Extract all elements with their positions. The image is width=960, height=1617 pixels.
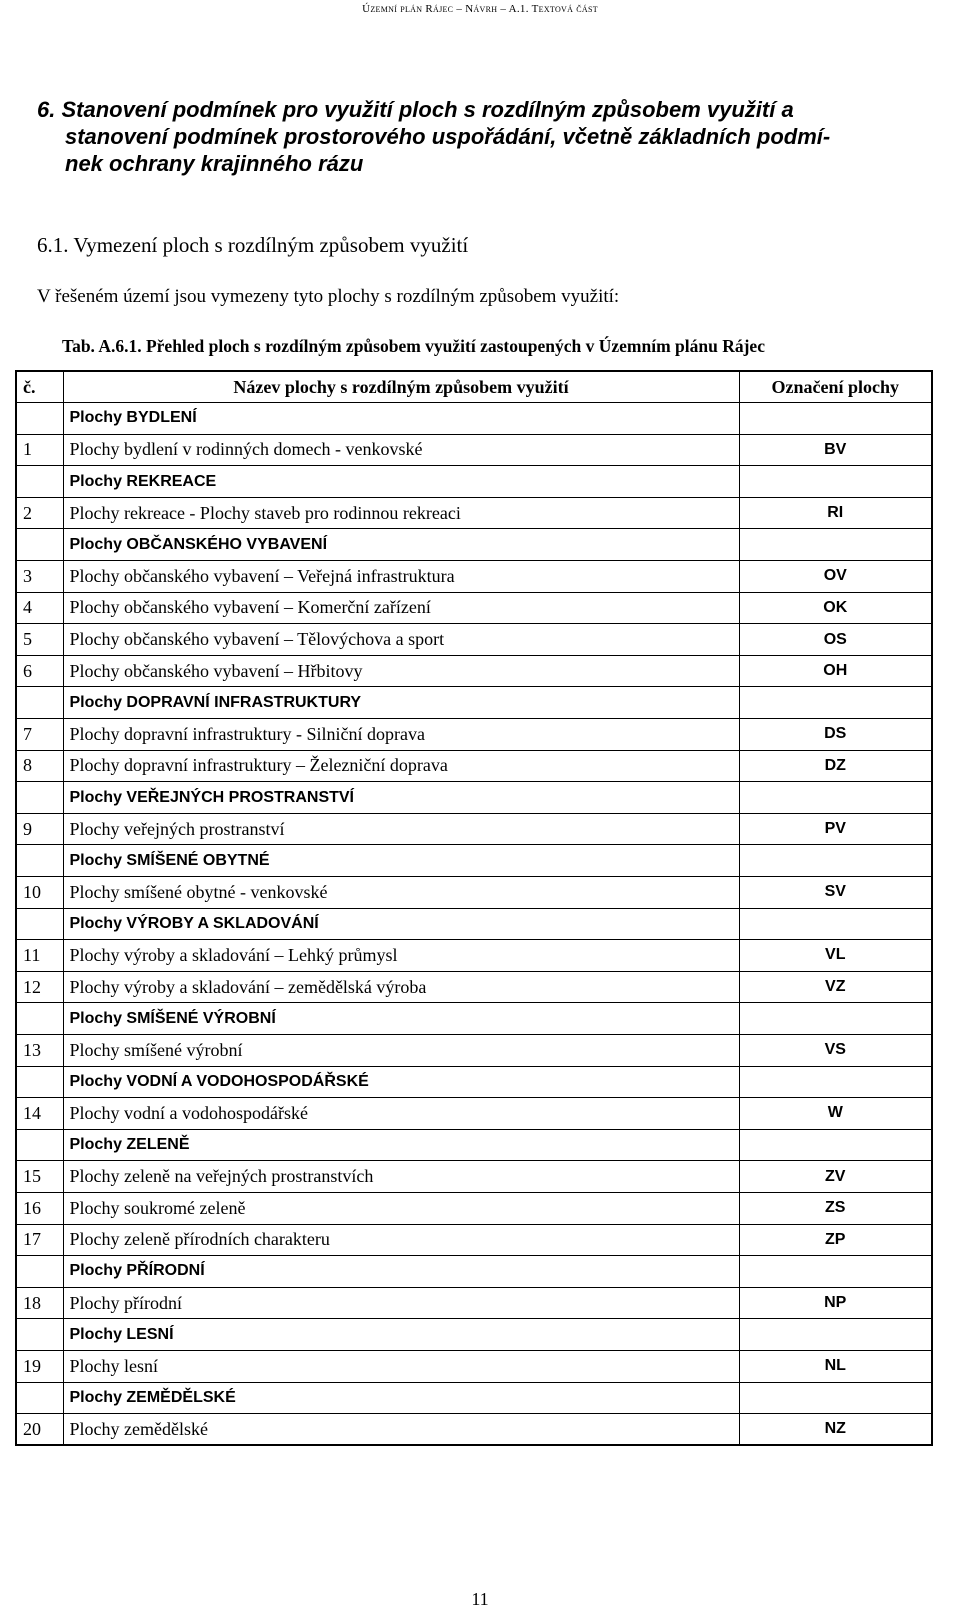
table-row bbox=[16, 655, 932, 687]
category-number-cell bbox=[16, 1003, 63, 1035]
area-code: ZV bbox=[739, 1161, 932, 1193]
area-code: ZS bbox=[739, 1192, 932, 1224]
area-code: VZ bbox=[739, 971, 932, 1003]
table-row bbox=[16, 877, 932, 909]
area-name: Plochy občanského vybavení – Veřejná infrastruktura bbox=[63, 561, 739, 593]
category-label: Plochy VODNÍ A VODOHOSPODÁŘSKÉ bbox=[63, 1066, 739, 1098]
category-number-cell bbox=[16, 529, 63, 561]
area-code: VS bbox=[739, 1034, 932, 1066]
column-header-code: Označení plochy bbox=[739, 371, 932, 403]
category-label: Plochy OBČANSKÉHO VYBAVENÍ bbox=[63, 529, 739, 561]
row-number: 1 bbox=[16, 434, 63, 466]
category-row bbox=[16, 403, 932, 435]
table-row bbox=[16, 592, 932, 624]
table-row bbox=[16, 1192, 932, 1224]
row-number: 2 bbox=[16, 497, 63, 529]
area-name: Plochy lesní bbox=[63, 1350, 739, 1382]
table-row bbox=[16, 813, 932, 845]
category-label: Plochy LESNÍ bbox=[63, 1319, 739, 1351]
area-code: OH bbox=[739, 655, 932, 687]
category-row bbox=[16, 908, 932, 940]
table-row bbox=[16, 1161, 932, 1193]
category-number-cell bbox=[16, 687, 63, 719]
row-number: 18 bbox=[16, 1287, 63, 1319]
table-row bbox=[16, 561, 932, 593]
category-number-cell bbox=[16, 1129, 63, 1161]
category-code-cell bbox=[739, 908, 932, 940]
area-name: Plochy zemědělské bbox=[63, 1414, 739, 1446]
area-name: Plochy občanského vybavení – Komerční zařízení bbox=[63, 592, 739, 624]
area-name: Plochy rekreace - Plochy staveb pro rodinnou rekreaci bbox=[63, 497, 739, 529]
area-code: NZ bbox=[739, 1414, 932, 1446]
category-label: Plochy BYDLENÍ bbox=[63, 403, 739, 435]
row-number: 5 bbox=[16, 624, 63, 656]
category-code-cell bbox=[739, 1256, 932, 1288]
category-number-cell bbox=[16, 1256, 63, 1288]
table-row bbox=[16, 1224, 932, 1256]
area-name: Plochy smíšené výrobní bbox=[63, 1034, 739, 1066]
category-row bbox=[16, 1256, 932, 1288]
column-header-number: č. bbox=[16, 371, 63, 403]
category-label: Plochy SMÍŠENÉ OBYTNÉ bbox=[63, 845, 739, 877]
category-code-cell bbox=[739, 403, 932, 435]
row-number: 4 bbox=[16, 592, 63, 624]
intro-paragraph: V řešeném území jsou vymezeny tyto plochy s rozdílným způsobem využití: bbox=[37, 286, 620, 307]
row-number: 7 bbox=[16, 719, 63, 751]
area-name: Plochy občanského vybavení – Hřbitovy bbox=[63, 655, 739, 687]
area-code: PV bbox=[739, 813, 932, 845]
row-number: 6 bbox=[16, 655, 63, 687]
row-number: 15 bbox=[16, 1161, 63, 1193]
table-row bbox=[16, 940, 932, 972]
area-name: Plochy přírodní bbox=[63, 1287, 739, 1319]
table-row bbox=[16, 750, 932, 782]
row-number: 9 bbox=[16, 813, 63, 845]
table-row bbox=[16, 1034, 932, 1066]
category-row bbox=[16, 1003, 932, 1035]
table-row bbox=[16, 1350, 932, 1382]
category-row bbox=[16, 782, 932, 814]
area-code: OS bbox=[739, 624, 932, 656]
row-number: 20 bbox=[16, 1414, 63, 1446]
area-code: W bbox=[739, 1098, 932, 1130]
section-heading-line: stanovení podmínek prostorového uspořádání, včetně základních podmí- bbox=[65, 124, 831, 149]
row-number: 19 bbox=[16, 1350, 63, 1382]
row-number: 11 bbox=[16, 940, 63, 972]
category-code-cell bbox=[739, 529, 932, 561]
category-number-cell bbox=[16, 1319, 63, 1351]
area-name: Plochy výroby a skladování – Lehký průmysl bbox=[63, 940, 739, 972]
column-header-name: Název plochy s rozdílným způsobem využití bbox=[63, 371, 739, 403]
category-row bbox=[16, 687, 932, 719]
category-label: Plochy VEŘEJNÝCH PROSTRANSTVÍ bbox=[63, 782, 739, 814]
category-code-cell bbox=[739, 466, 932, 498]
table-row bbox=[16, 624, 932, 656]
area-name: Plochy občanského vybavení – Tělovýchova a sport bbox=[63, 624, 739, 656]
table-caption: Tab. A.6.1. Přehled ploch s rozdílným způsobem využití zastoupených v Územním plánu Rájec bbox=[62, 336, 765, 356]
area-name: Plochy veřejných prostranství bbox=[63, 813, 739, 845]
area-name: Plochy zeleně přírodních charakteru bbox=[63, 1224, 739, 1256]
category-row bbox=[16, 466, 932, 498]
table-row bbox=[16, 497, 932, 529]
category-label: Plochy PŘÍRODNÍ bbox=[63, 1256, 739, 1288]
category-code-cell bbox=[739, 687, 932, 719]
category-label: Plochy ZEMĚDĚLSKÉ bbox=[63, 1382, 739, 1414]
row-number: 10 bbox=[16, 877, 63, 909]
row-number: 12 bbox=[16, 971, 63, 1003]
category-number-cell bbox=[16, 466, 63, 498]
category-code-cell bbox=[739, 782, 932, 814]
page-number: 11 bbox=[471, 1589, 489, 1609]
row-number: 3 bbox=[16, 561, 63, 593]
area-name: Plochy smíšené obytné - venkovské bbox=[63, 877, 739, 909]
category-code-cell bbox=[739, 845, 932, 877]
subsection-heading: 6.1. Vymezení ploch s rozdílným způsobem využití bbox=[37, 233, 469, 257]
category-code-cell bbox=[739, 1319, 932, 1351]
area-code: SV bbox=[739, 877, 932, 909]
table-row bbox=[16, 1098, 932, 1130]
category-number-cell bbox=[16, 1066, 63, 1098]
running-header: Územní plán Rájec – Návrh – A.1. Textová část bbox=[362, 3, 598, 15]
category-row bbox=[16, 1129, 932, 1161]
category-number-cell bbox=[16, 908, 63, 940]
table-body bbox=[16, 403, 932, 1446]
table-row bbox=[16, 719, 932, 751]
area-code: BV bbox=[739, 434, 932, 466]
table-row bbox=[16, 971, 932, 1003]
table-row bbox=[16, 1287, 932, 1319]
area-code: NL bbox=[739, 1350, 932, 1382]
area-code: OV bbox=[739, 561, 932, 593]
section-heading bbox=[37, 96, 917, 177]
category-row bbox=[16, 1066, 932, 1098]
category-number-cell bbox=[16, 1382, 63, 1414]
category-label: Plochy REKREACE bbox=[63, 466, 739, 498]
category-row bbox=[16, 1319, 932, 1351]
area-code: OK bbox=[739, 592, 932, 624]
area-name: Plochy soukromé zeleně bbox=[63, 1192, 739, 1224]
row-number: 8 bbox=[16, 750, 63, 782]
category-label: Plochy DOPRAVNÍ INFRASTRUKTURY bbox=[63, 687, 739, 719]
category-code-cell bbox=[739, 1003, 932, 1035]
category-row bbox=[16, 1382, 932, 1414]
area-code: DS bbox=[739, 719, 932, 751]
category-row bbox=[16, 529, 932, 561]
area-name: Plochy zeleně na veřejných prostranstvích bbox=[63, 1161, 739, 1193]
category-row bbox=[16, 845, 932, 877]
section-heading-line: nek ochrany krajinného rázu bbox=[65, 151, 364, 176]
area-code: ZP bbox=[739, 1224, 932, 1256]
category-number-cell bbox=[16, 845, 63, 877]
row-number: 14 bbox=[16, 1098, 63, 1130]
category-number-cell bbox=[16, 403, 63, 435]
table-header-row bbox=[16, 371, 932, 403]
category-number-cell bbox=[16, 782, 63, 814]
area-code: DZ bbox=[739, 750, 932, 782]
area-name: Plochy dopravní infrastruktury - Silniční doprava bbox=[63, 719, 739, 751]
area-name: Plochy dopravní infrastruktury – Železniční doprava bbox=[63, 750, 739, 782]
category-code-cell bbox=[739, 1066, 932, 1098]
area-name: Plochy výroby a skladování – zemědělská výroba bbox=[63, 971, 739, 1003]
category-label: Plochy SMÍŠENÉ VÝROBNÍ bbox=[63, 1003, 739, 1035]
category-label: Plochy VÝROBY A SKLADOVÁNÍ bbox=[63, 908, 739, 940]
area-name: Plochy bydlení v rodinných domech - venkovské bbox=[63, 434, 739, 466]
table-row bbox=[16, 1414, 932, 1446]
section-heading-line: 6. Stanovení podmínek pro využití ploch s rozdílným způsobem využití a bbox=[37, 97, 794, 122]
area-code: VL bbox=[739, 940, 932, 972]
area-name: Plochy vodní a vodohospodářské bbox=[63, 1098, 739, 1130]
land-use-table bbox=[15, 370, 933, 1446]
table-row bbox=[16, 434, 932, 466]
row-number: 17 bbox=[16, 1224, 63, 1256]
row-number: 13 bbox=[16, 1034, 63, 1066]
row-number: 16 bbox=[16, 1192, 63, 1224]
area-code: NP bbox=[739, 1287, 932, 1319]
category-code-cell bbox=[739, 1129, 932, 1161]
category-code-cell bbox=[739, 1382, 932, 1414]
area-code: RI bbox=[739, 497, 932, 529]
category-label: Plochy ZELENĚ bbox=[63, 1129, 739, 1161]
